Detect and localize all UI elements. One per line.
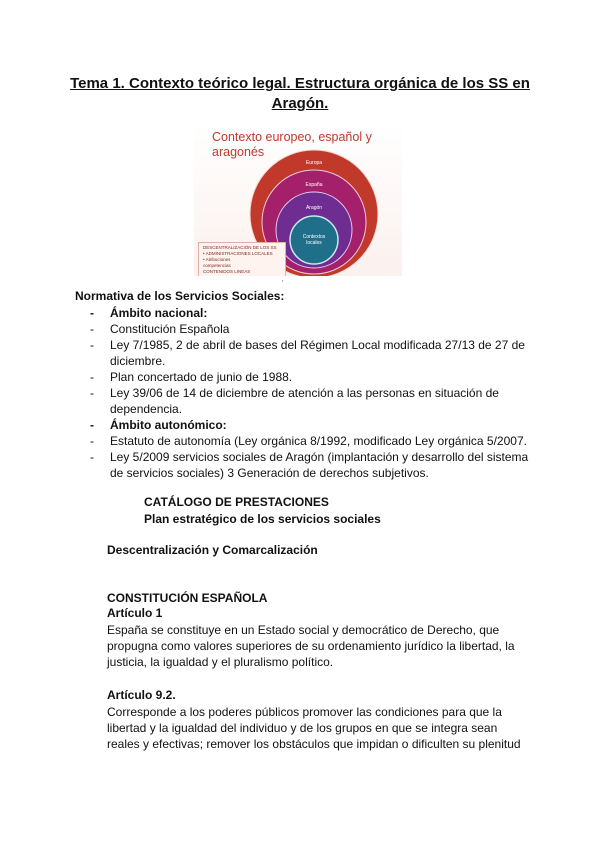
list-dash: - [90,450,94,464]
list-dash: - [90,370,94,384]
figure-marker: ' [282,279,284,288]
plan-heading: Plan estratégico de los servicios sociales [144,512,381,526]
caption-line: competencias [203,263,231,268]
normativa-list [90,305,530,481]
ring-label-espana: España [305,182,323,188]
caption-line: • ADMINISTRACIONES LOCALES [203,251,273,256]
list-item [90,385,530,417]
decentralization-heading: Descentralización y Comarcalización [107,543,318,557]
constitution-heading: CONSTITUCIÓN ESPAÑOLA [107,591,268,605]
list-item [90,305,530,321]
article-1-text: España se constituye en un Estado social y democrático de Derecho, que propugna como valores superiores de su ordenamiento jurídico la libertad, la justicia, la igualdad y el pluralismo político. [107,623,515,669]
caption-line: CONTENIDOS LINEAS [203,269,251,274]
list-item [90,449,530,481]
list-dash: - [90,434,94,448]
list-item-text: Ámbito nacional: [110,306,208,320]
list-dash: - [90,306,94,320]
list-item [90,433,530,449]
list-item [90,417,530,433]
list-item [90,337,530,369]
ring-label-europa: Europa [305,160,323,166]
list-item [90,321,530,337]
caption-line: DESCENTRALIZACIÓN DE LOS SS [203,245,277,250]
catalog-heading: CATÁLOGO DE PRESTACIONES [144,495,329,509]
list-item-text: Ley 39/06 de 14 de diciembre de atención a las personas en situación de dependencia. [110,386,499,416]
list-dash: - [90,418,94,432]
list-item-text: Constitución Española [110,322,230,336]
list-item-text: Estatuto de autonomía (Ley orgánica 8/1992, modificado Ley orgánica 5/2007. [110,434,527,448]
list-dash: - [90,322,94,336]
context-figure [194,122,402,276]
list-item-text: Ley 7/1985, 2 de abril de bases del Régimen Local modificada 27/13 de 27 de diciembre. [110,338,525,368]
article-1-heading: Artículo 1 [107,606,163,620]
figure-caption-box [198,242,286,276]
ring-label-aragon: Aragón [305,205,323,211]
list-item-text: Ámbito autonómico: [110,418,227,432]
list-item-text: Ley 5/2009 servicios sociales de Aragón (implantación y desarrollo del sistema de servicios sociales) 3 Generación de derechos subjetivos. [110,450,529,480]
document-title: Tema 1. Contexto teórico legal. Estructura orgánica de los SS en Aragón. [70,75,530,112]
figure-title: Contexto europeo, español y aragonés [212,130,372,159]
caption-line: • Atribuciones [203,257,231,262]
list-dash: - [90,386,94,400]
article-9-2-heading: Artículo 9.2. [107,688,176,702]
list-item [90,369,530,385]
article-9-2-text: Corresponde a los poderes públicos promover las condiciones para que la libertad y la igualdad del individuo y de los grupos en que se integra sean reales y efectivas; remover los obstáculos que impidan o dificulten su plenitud [107,705,521,751]
ring-label-local: Contextos locales [302,234,326,246]
list-dash: - [90,338,94,352]
list-item-text: Plan concertado de junio de 1988. [110,370,293,384]
section-heading: Normativa de los Servicios Sociales: [75,289,285,303]
